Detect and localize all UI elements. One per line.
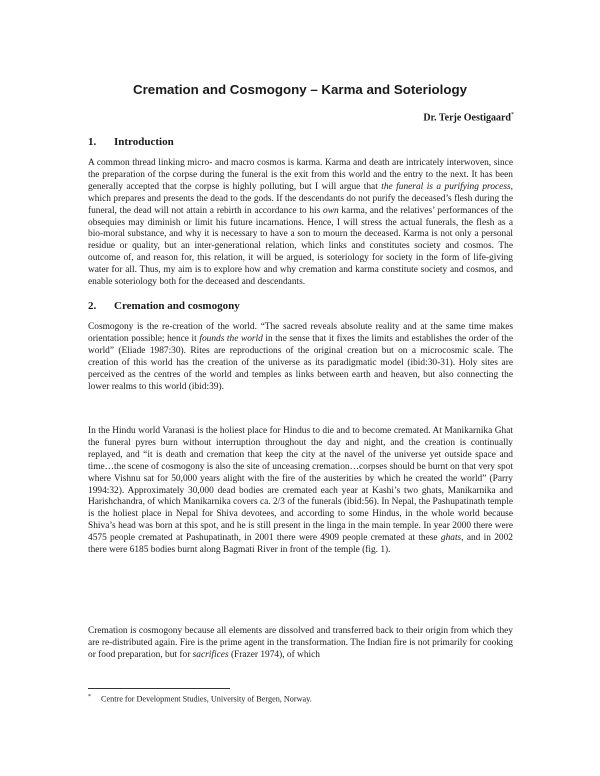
footnote-divider — [88, 688, 230, 689]
italic-run: founds the world — [199, 333, 263, 344]
section-title: Cremation and cosmogony — [114, 300, 240, 312]
paragraph-varanasi — [88, 426, 513, 557]
text-run: Cremation is cosmogony because all elements are dissolved and transferred back to their origin from which they are re-distributed again. Fire is the prime agent in the transformation. The Indian fire is not primarily for cooking or food preparation, but for — [88, 626, 513, 660]
italic-run: the funeral is a purifying process — [381, 181, 511, 192]
section-heading-cremation — [88, 300, 240, 312]
italic-run: own — [323, 205, 339, 216]
section-number: 1. — [88, 136, 97, 148]
paragraph-introduction — [88, 158, 513, 289]
italic-run: sacrifices — [192, 649, 229, 660]
paper-title: Cremation and Cosmogony – Karma and Soteriology — [133, 82, 467, 97]
footnote-mark: * — [88, 694, 91, 700]
author-footnote-mark: * — [511, 112, 514, 118]
italic-run: ghats — [440, 533, 462, 544]
author-line — [423, 112, 514, 123]
paragraph-cosmogony — [88, 322, 513, 393]
text-run: karma, and the relatives’ performances of the obsequies may diminish or limit his future incarnations. Hence, I will stress the actual funerals, the flesh as a bio-moral substance, and why it is necessary to have a son to mourn the deceased. Karma is not only a personal residue or quality, but an inter-generational relation, which links and constitutes society and cosmos. The outcome of, and reason for, this relation, it will be argued, is soteriology for society in the form of life-giving water for all. Thus, my aim is to explore how and why cremation and karma constitute society and cosmos, and enable soteriology both for the deceased and descendants. — [88, 205, 513, 288]
section-number: 2. — [88, 300, 97, 312]
section-title: Introduction — [114, 136, 174, 148]
text-run: A common thread linking micro- and macro cosmos is karma. Karma and death are intricately interwoven, since the preparation of the corpse during the funeral is the exit from this world and the entry to the next. It has been generally accepted that the corpse is highly polluting, but I will argue that — [88, 158, 513, 192]
text-run: In the Hindu world Varanasi is the holiest place for Hindus to die and to become cremated. At Manikarnika Ghat the funeral pyres burn without interruption throughout the day and night, and the creation is continually replayed, and “it is death and cremation that keep the city at the navel of the universe yet outside space and time…the scene of cosmogony is also the site of unceasing cremation…corpses should be burnt on that very spot where Vishnu sat for 50,000 years alight with the fire of the austerities by which he created the world” (Parry 1994:32). Approximately 30,000 dead bodies are cremated each year at Kashi’s two ghats, Manikarnika and Harishchandra, of which Manikarnika covers ca. 2/3 of the funerals (ibid:56). In Nepal, the Pashupatinath temple is the holiest place in Nepal for Shiva devotees, and according to some Hindus, in the whole world because Shiva’s head was born at this spot, and he is still present in the linga in the main temple. In year 2000 there were 4575 people cremated at Pashupatinath, in 2001 there were 4909 people cremated at these — [88, 426, 513, 544]
footnote-text: Centre for Development Studies, University of Bergen, Norway. — [101, 694, 312, 704]
text-run: (Frazer 1974), of which — [228, 649, 320, 660]
text-run: , which prepares and presents the dead to the gods. If the descendants do not purify the deceased’s flesh during the funeral, the dead will not attain a rebirth in accordance to his — [88, 181, 513, 216]
author-name: Dr. Terje Oestigaard — [423, 112, 511, 124]
paragraph-cremation-cosmogony — [88, 626, 513, 662]
section-heading-introduction — [88, 136, 174, 148]
text-run: , and in 2002 there were 6185 bodies burnt along Bagmati River in front of the temple (fig. 1). — [88, 533, 513, 556]
text-run: Cosmogony is the re-creation of the world. “The sacred reveals absolute reality and at the same time makes orientation possible; hence it — [88, 322, 513, 344]
footnote — [88, 694, 312, 704]
text-run: in the sense that it fixes the limits and establishes the order of the world” (Eliade 1987:30). Rites are reproductions of the original creation but on a microcosmic scale. The creation of this world has the creation of the universe as its paradigmatic model (ibid:30-31). Holy sites are perceived as the centres of the world and temples as links between earth and heaven, but also connecting the lower realms to this world (ibid:39). — [88, 333, 513, 392]
